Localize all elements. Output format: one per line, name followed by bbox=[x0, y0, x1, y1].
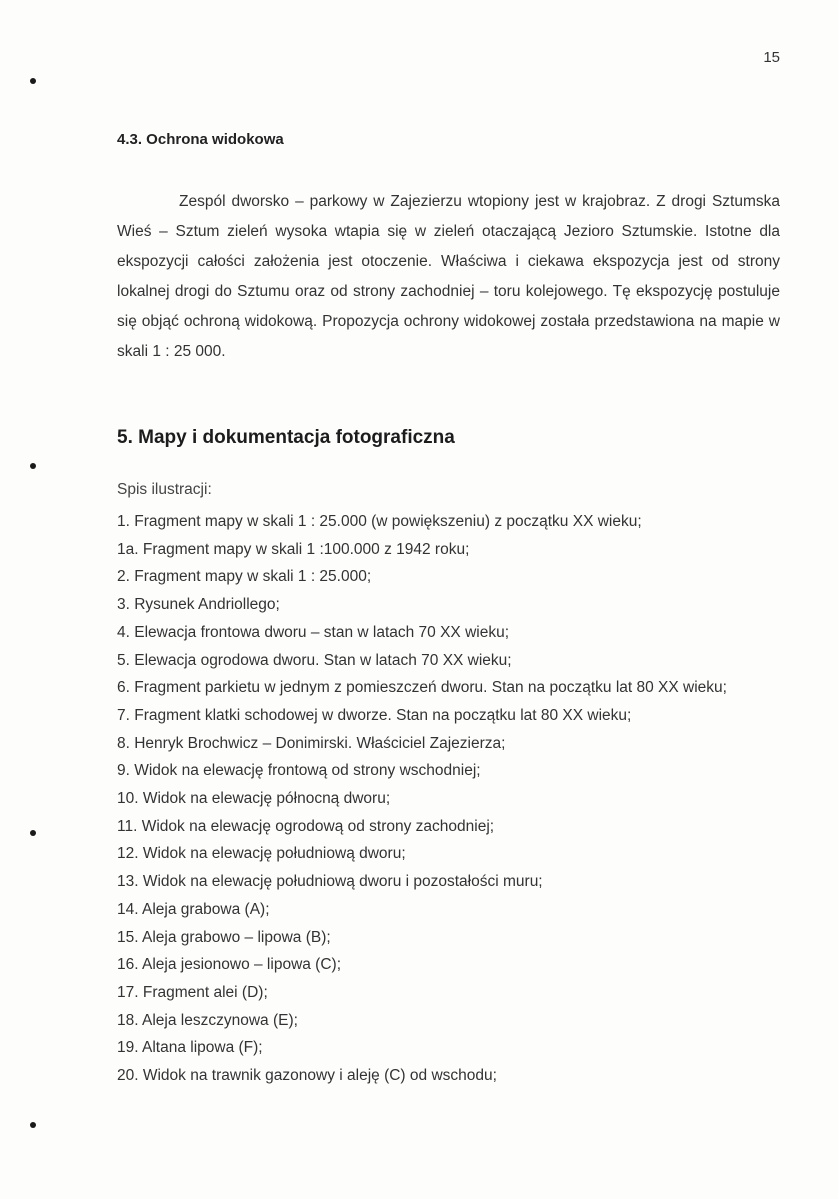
binder-hole-mark bbox=[30, 78, 36, 84]
body-paragraph: Zespól dworsko – parkowy w Zajezierzu wtopiony jest w krajobraz. Z drogi Sztumska Wieś – Sztum zieleń wysoka wtapia się w zieleń otaczającą Jezioro Sztumskie. Istotne dla ekspozycji całości założenia jest otoczenie. Właściwa i ciekawa ekspozycja jest od strony lokalnej drogi do Sztumu oraz od strony zachodniej – toru kolejowego. Tę ekspozycję postuluje się objąć ochroną widokową. Propozycja ochrony widokowej została przedstawiona na mapie w skali 1 : 25 000. bbox=[117, 193, 780, 360]
list-item: 10. Widok na elewację północną dworu; bbox=[117, 790, 391, 808]
section-heading-5: 5. Mapy i dokumentacja fotograficzna bbox=[117, 427, 455, 448]
list-item: 16. Aleja jesionowo – lipowa (C); bbox=[117, 956, 342, 974]
illustration-list-heading: Spis ilustracji: bbox=[117, 481, 212, 498]
list-item: 11. Widok na elewację ogrodową od strony zachodniej; bbox=[117, 817, 495, 835]
illustration-list bbox=[117, 508, 797, 1090]
list-item: 18. Aleja leszczynowa (E); bbox=[117, 1011, 298, 1029]
list-item: 17. Fragment alei (D); bbox=[117, 983, 268, 1001]
list-item: 3. Rysunek Andriollego; bbox=[117, 596, 280, 614]
list-item: 8. Henryk Brochwicz – Donimirski. Właściciel Zajezierza; bbox=[117, 734, 506, 752]
page-number: 15 bbox=[763, 49, 780, 66]
list-item: 20. Widok na trawnik gazonowy i aleję (C) od wschodu; bbox=[117, 1067, 497, 1085]
binder-hole-mark bbox=[30, 830, 36, 836]
list-item: 15. Aleja grabowo – lipowa (B); bbox=[117, 928, 331, 946]
list-item: 12. Widok na elewację południową dworu; bbox=[117, 845, 406, 863]
list-item: 1a. Fragment mapy w skali 1 :100.000 z 1942 roku; bbox=[117, 540, 470, 558]
binder-hole-mark bbox=[30, 463, 36, 469]
list-item: 4. Elewacja frontowa dworu – stan w latach 70 XX wieku; bbox=[117, 623, 510, 641]
list-item: 5. Elewacja ogrodowa dworu. Stan w latach 70 XX wieku; bbox=[117, 651, 512, 669]
list-item: 7. Fragment klatki schodowej w dworze. Stan na początku lat 80 XX wieku; bbox=[117, 706, 632, 724]
list-item: 19. Altana lipowa (F); bbox=[117, 1039, 263, 1057]
list-item: 1. Fragment mapy w skali 1 : 25.000 (w powiększeniu) z początku XX wieku; bbox=[117, 513, 642, 530]
list-item: 9. Widok na elewację frontową od strony wschodniej; bbox=[117, 762, 481, 780]
list-item: 14. Aleja grabowa (A); bbox=[117, 900, 270, 918]
list-item: 6. Fragment parkietu w jednym z pomieszczeń dworu. Stan na początku lat 80 XX wieku; bbox=[117, 679, 727, 697]
list-item: 2. Fragment mapy w skali 1 : 25.000; bbox=[117, 568, 372, 586]
list-item: 13. Widok na elewację południową dworu i pozostałości muru; bbox=[117, 873, 543, 891]
section-heading-4-3: 4.3. Ochrona widokowa bbox=[117, 131, 284, 148]
binder-hole-mark bbox=[30, 1122, 36, 1128]
